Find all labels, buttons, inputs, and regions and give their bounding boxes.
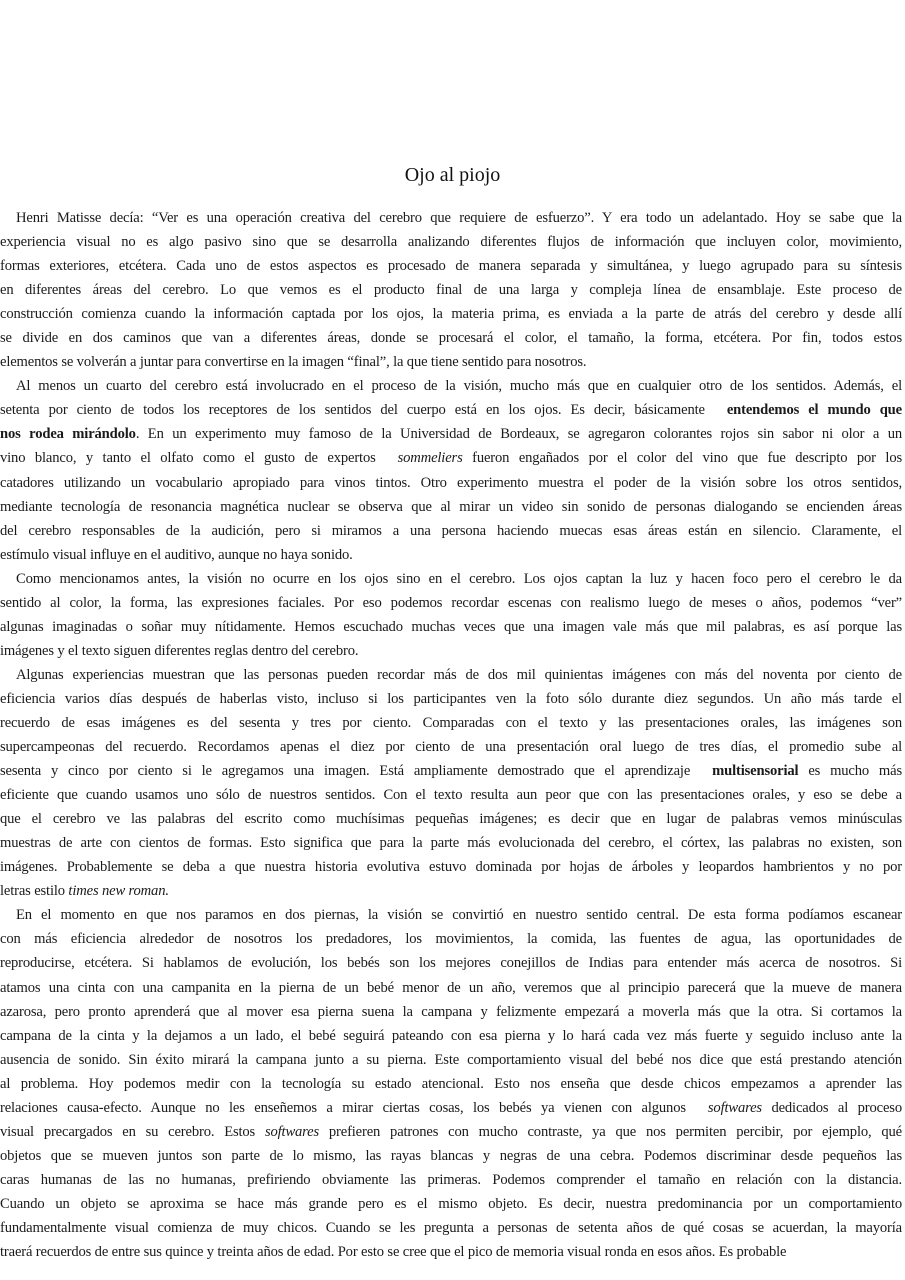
text-run: catadores utilizando un vocabulario apropiado para vinos tintos. Otro experimento muestra el poder de la visión sobre los otros sentidos, [0,474,902,491]
text-line [0,639,902,663]
text-line [0,903,902,927]
text-run: Algunas experiencias muestran que las personas pueden recordar más de dos mil quinientas imágenes con más del noventa por ciento de [16,666,902,683]
text-line [0,519,902,543]
text-run: formas exteriores, etcétera. Cada uno de estos aspectos es procesado de manera separada y simultánea, y luego agrupado para su síntesis [0,258,902,275]
text-run: construcción comienza cuando la información captada por los ojos, la materia prima, es enviada a la parte de atrás del cerebro y desde allí [0,306,902,323]
text-run: se divide en dos caminos que van a diferentes áreas, donde se procesará el color, el tamaño, la forma, etcétera. Por fin, todos estos [0,330,902,347]
text-line [0,831,902,855]
text-line [0,422,902,446]
text-run: azarosa, pero pronto aprenderá que al mover esa pierna suena la campana y felizmente empezará a moverla más que la otra. Si cortamos la [0,1003,902,1020]
text-run: reproducirse, etcétera. Si hablamos de evolución, los bebés son los mejores conejillos de Indias para entender más acerca de nosotros. Si [0,955,902,972]
text-line [0,398,902,422]
text-line [0,807,902,831]
text-line [0,1024,902,1048]
paragraph [0,663,902,903]
text-line [0,350,902,374]
text-run: del cerebro responsables de la audición, pero si miramos a una persona haciendo muecas esas áreas están en silencio. Claramente, el [0,522,902,539]
page-title: Ojo al piojo [404,164,501,186]
paragraph [0,206,902,374]
text-run: experiencia visual no es algo pasivo sino que se desarrolla analizando diferentes flujos de información que incluyen color, movimiento, [0,234,902,251]
paragraph [0,567,902,663]
text-line [0,615,902,639]
text-run: sentido al color, la forma, las expresiones faciales. Por eso podemos recordar escenas con realismo luego de meses o años, podemos “ver” [0,594,902,611]
text-line [0,663,902,687]
text-run: visual precargados en su cerebro. Estos [0,1123,265,1140]
text-run: fundamentalmente visual comienza de muy chicos. Cuando se les pregunta a personas de setenta años de qué cosas se acuerdan, la mayoría [0,1219,902,1236]
text-line [0,471,902,495]
text-line [0,278,902,302]
text-run: relaciones causa-efecto. Aunque no les enseñemos a mirar ciertas cosas, los bebés ya vienen con algunos [0,1099,686,1116]
text-line [0,879,902,903]
paragraph [0,374,902,566]
text-run: con más eficiencia alrededor de nosotros los predadores, los movimientos, la comida, las fuentes de agua, las oportunidades de [0,931,902,948]
text-run: caras humanas de las no humanas, prefiriendo obviamente las primeras. Podemos comprender el tamaño en relación con la distancia. [0,1171,902,1188]
text-line [0,1216,902,1240]
text-run: Cuando un objeto se aproxima se hace más grande pero es el mismo objeto. Es decir, nuestra predominancia por un comportamiento [0,1195,902,1212]
text-line [0,783,902,807]
text-line [0,254,902,278]
article-body [0,206,902,1264]
italic-emphasis: softwares [707,1099,762,1116]
text-line [0,1168,902,1192]
text-line [0,1000,902,1024]
text-run: Al menos un cuarto del cerebro está involucrado en el proceso de la visión, mucho más que en cualquier otro de los sentidos. Además, el [16,378,902,395]
text-line [0,927,902,951]
text-run: Henri Matisse decía: “Ver es una operación creativa del cerebro que requiere de esfuerzo”. Y era todo un adelantado. Hoy se sabe que la [16,210,902,226]
paragraph [0,903,902,1264]
text-line [0,495,902,519]
text-run: supercampeonas del recuerdo. Recordamos apenas el diez por ciento de una presentación oral luego de tres días, el promedio sube al [0,739,902,756]
text-line [0,1072,902,1096]
text-run: elementos se volverán a juntar para convertirse en la imagen “final”, la que tiene sentido para nosotros. [0,354,587,371]
text-run: ausencia de sonido. Sin éxito mirará la campana junto a su pierna. Este comportamiento visual del bebé nos dice que está prestando atención [0,1051,902,1068]
text-run: en diferentes áreas del cerebro. Lo que vemos es el producto final de una larga y compleja línea de ensamblaje. Este proceso de [0,282,902,299]
text-run: . En un experimento muy famoso de la Universidad de Bordeaux, se agregaron colorantes rojos sin sabor ni olor a un [135,426,902,443]
text-run: imágenes. Probablemente se deba a que nuestra historia evolutiva estuvo dominada por hojas de árboles y leopardos hambrientos y no por [0,859,902,876]
italic-emphasis: sommeliers [397,450,463,467]
text-run: algunas imaginadas o soñar muy nítidamente. Hemos escuchado muchas veces que una imagen vale más que mil palabras, es así porque las [0,618,902,635]
text-run: fueron engañados por el color del vino que fue descripto por los [462,450,902,467]
text-run: prefieren patrones con mucho contraste, ya que nos permiten percibir, por ejemplo, qué [319,1123,902,1140]
text-line [0,687,902,711]
text-line [0,230,902,254]
text-line [0,951,902,975]
text-run: eficiente que cuando usamos uno sólo de nuestros sentidos. Con el texto resulta aun peor que con las presentaciones orales, y eso se debe a [0,787,902,804]
text-run: En el momento en que nos paramos en dos piernas, la visión se convirtió en nuestro sentido central. De esta forma podíamos escanear [16,907,902,924]
text-line [0,1120,902,1144]
text-run: setenta por ciento de todos los receptores de los sentidos del cuerpo está en los ojos. Es decir, básicamente [0,402,705,419]
text-run: letras estilo [0,883,69,900]
text-run: imágenes y el texto siguen diferentes reglas dentro del cerebro. [0,642,359,659]
text-line [0,1048,902,1072]
text-line [0,976,902,1000]
text-run: mediante tecnología de resonancia magnética nuclear se observa que al mirar un video sin sonido de personas dialogando se encienden áreas [0,498,902,515]
text-line [0,1144,902,1168]
text-run: traerá recuerdos de entre sus quince y treinta años de edad. Por esto se cree que el pico de memoria visual ronda en esos años. Es probable [0,1244,787,1261]
text-run: estímulo visual influye en el auditivo, aunque no haya sonido. [0,546,353,563]
text-line [0,567,902,591]
text-run: muestras de arte con cientos de formas. Esto significa que para la parte más evolucionada del cerebro, el córtex, las palabras no existen, son [0,835,902,852]
text-line [0,374,902,398]
text-run: eficiencia varios días después de haberlas visto, incluso si los participantes ven la foto sólo durante diez segundos. Un año más tarde el [0,690,902,707]
text-line [0,1096,902,1120]
text-run: recuerdo de esas imágenes es del sesenta y tres por ciento. Comparadas con el texto y las presentaciones orales, las imágenes son [0,714,902,731]
text-line [0,326,902,350]
text-run: atamos una cinta con una campanita en la pierna de un bebé menor de un año, veremos que al principio parecerá que la mueve de manera [0,979,902,996]
text-line [0,1240,902,1264]
bold-emphasis: nos rodea mirándolo [0,426,136,443]
text-run: objetos que se mueven juntos son parte de lo mismo, las rayas blancas y negras de una cebra. Podemos discriminar desde pequeños las [0,1147,902,1164]
text-run: es mucho más [798,763,902,780]
italic-emphasis: times new roman. [68,883,169,900]
text-line [0,302,902,326]
text-run: vino blanco, y tanto el olfato como el gusto de expertos [0,450,376,467]
text-line [0,1192,902,1216]
text-run: campana de la cinta y la dejamos a un lado, el bebé seguirá pateando con esa pierna y lo hará cada vez más fuerte y seguido incluso ante la [0,1027,902,1044]
text-line [0,855,902,879]
bold-emphasis: multisensorial [712,763,799,780]
text-line [0,711,902,735]
text-run: dedicados al proceso [761,1099,902,1116]
text-line [0,446,902,470]
text-line [0,206,902,230]
italic-emphasis: softwares [264,1123,320,1140]
text-line [0,735,902,759]
text-line [0,591,902,615]
bold-emphasis: entendemos el mundo que [726,402,902,419]
text-line [0,543,902,567]
text-line [0,759,902,783]
text-run: que el cerebro ve las palabras del escrito como muchísimas pequeñas imágenes; es decir que en lugar de palabras vemos minúsculas [0,811,902,828]
text-run: sesenta y cinco por ciento si le agregamos una imagen. Está ampliamente demostrado que el aprendizaje [0,763,691,780]
text-run: Como mencionamos antes, la visión no ocurre en los ojos sino en el cerebro. Los ojos captan la luz y hacen foco pero el cerebro le da [16,570,902,587]
text-run: al problema. Hoy podemos medir con la tecnología su estado atencional. Esto nos enseña que desde chicos empezamos a aprender las [0,1075,902,1092]
